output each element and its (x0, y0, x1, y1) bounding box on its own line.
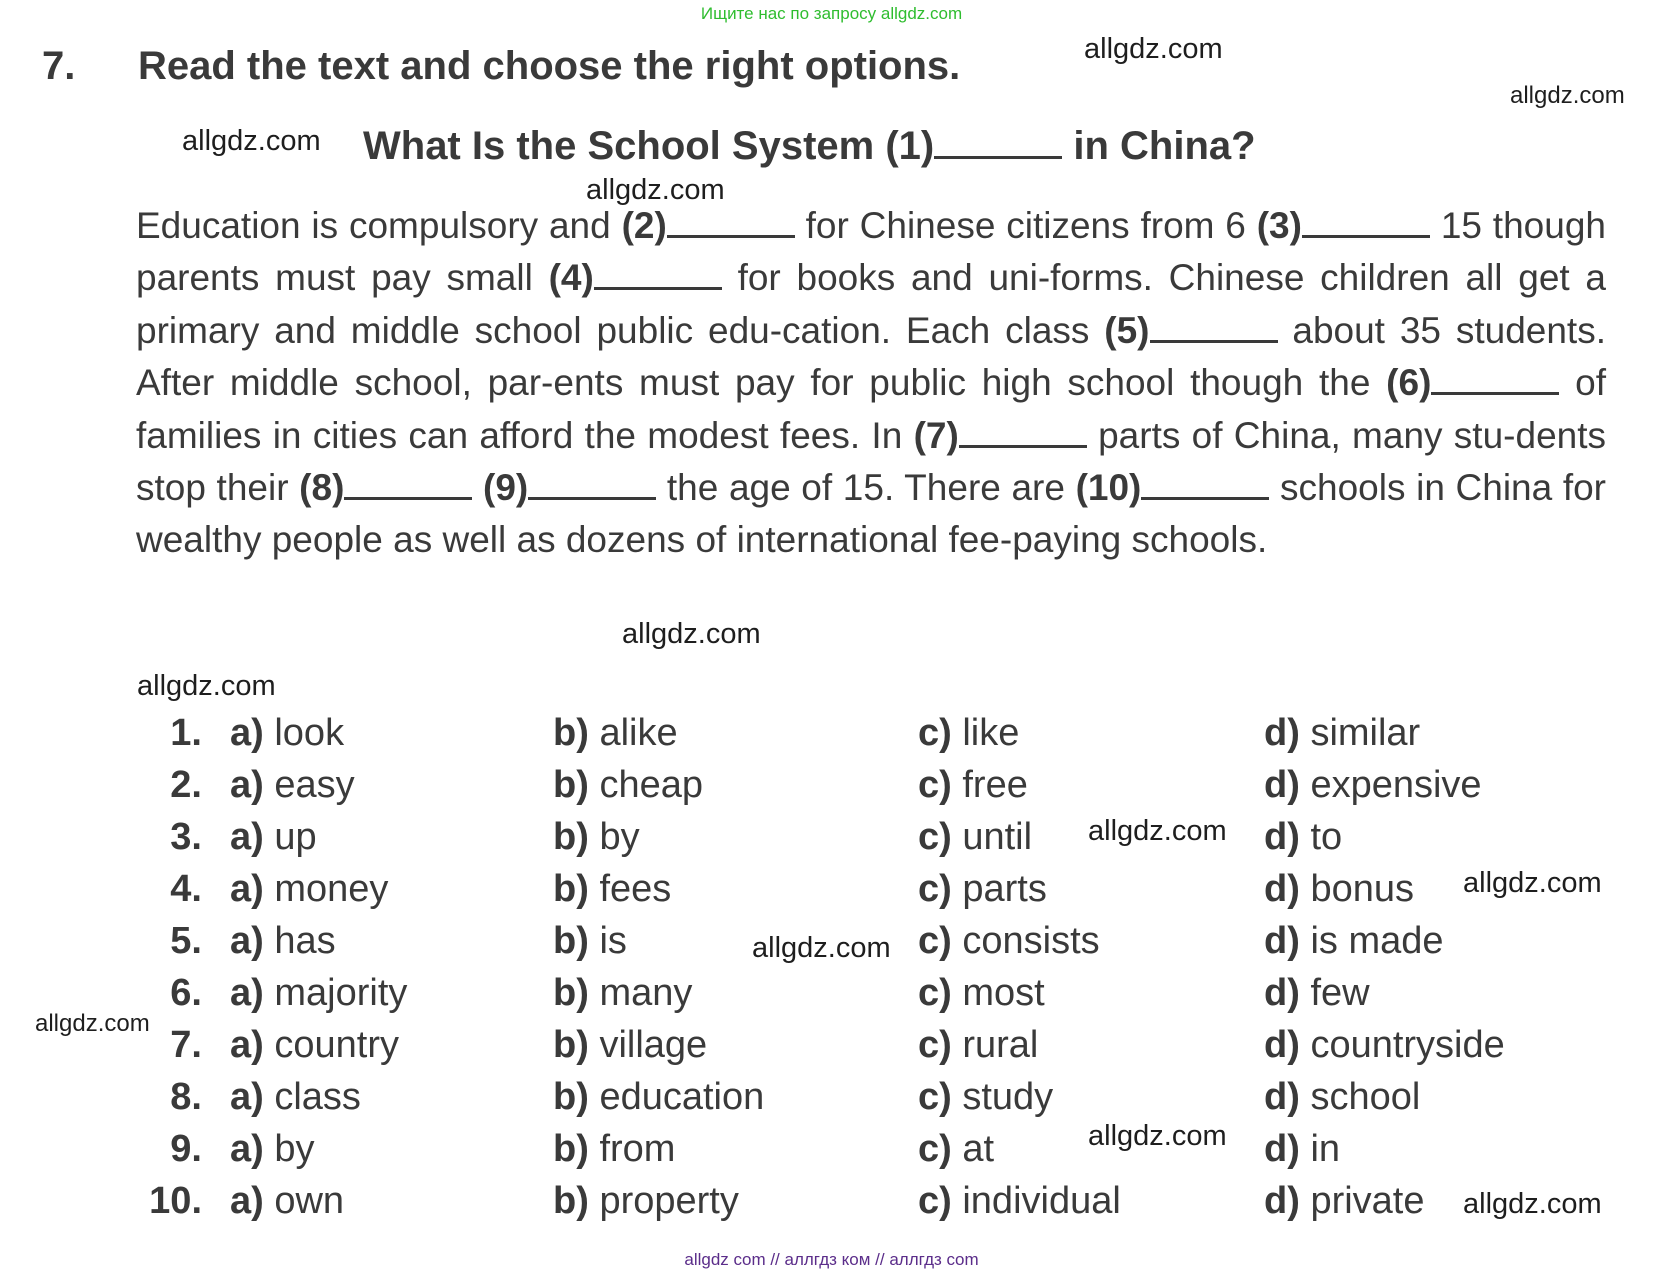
exercise-number: 1. (170, 712, 202, 754)
exercise-number: 10. (149, 1180, 202, 1222)
option-d: d) expensive (1264, 764, 1482, 806)
option-d: d) countryside (1264, 1024, 1505, 1066)
option-c: c) study (918, 1076, 1054, 1118)
option-a: a) by (230, 1128, 315, 1170)
blank-7 (959, 415, 1087, 448)
option-d: d) similar (1264, 712, 1421, 754)
task-number: 7. (42, 44, 76, 88)
option-c: c) parts (918, 868, 1047, 910)
exercise-row-9 (0, 1128, 1663, 1180)
option-a: a) class (230, 1076, 361, 1118)
option-d: d) private (1264, 1180, 1425, 1222)
option-b: b) is (553, 920, 627, 962)
exercise-number: 4. (170, 868, 202, 910)
option-c: c) until (918, 816, 1033, 858)
blank-6 (1431, 362, 1559, 395)
option-b: b) from (553, 1128, 676, 1170)
option-a: a) easy (230, 764, 355, 806)
watermark: allgdz.com (622, 618, 761, 650)
blank-number-10: (10) (1075, 467, 1142, 509)
blank-number-5: (5) (1104, 309, 1150, 351)
blank-3 (1302, 205, 1430, 238)
option-b: b) many (553, 972, 693, 1014)
exercise-number: 5. (170, 920, 202, 962)
blank-number-7: (7) (913, 414, 959, 456)
top-banner: Ищите нас по запросу allgdz.com (700, 4, 963, 23)
exercise-number: 3. (170, 816, 202, 858)
blank-number-4: (4) (548, 257, 594, 299)
option-a: a) up (230, 816, 317, 858)
exercise-row-10 (0, 1180, 1663, 1232)
option-c: c) rural (918, 1024, 1039, 1066)
passage-text-10: schools in China for wealthy people as well as dozens of international fee-paying schools. (136, 467, 1606, 561)
option-b: b) property (553, 1180, 739, 1222)
option-b: b) fees (553, 868, 672, 910)
blank-2 (667, 205, 795, 238)
footer-banner: allgdz com // аллгдз ком // аллгдз com (684, 1250, 979, 1269)
exercise-number: 6. (170, 972, 202, 1014)
option-b: b) village (553, 1024, 708, 1066)
option-c: c) at (918, 1128, 995, 1170)
watermark: allgdz.com (1084, 33, 1223, 65)
title-blank-number: (1) (885, 124, 935, 168)
exercise-row-4 (0, 868, 1663, 920)
option-d: d) school (1264, 1076, 1421, 1118)
option-d: d) few (1264, 972, 1370, 1014)
exercise-row-1 (0, 712, 1663, 764)
passage (136, 200, 1606, 567)
blank-4 (594, 257, 722, 290)
text-title (363, 124, 1256, 169)
option-a: a) country (230, 1024, 399, 1066)
exercise-number: 8. (170, 1076, 202, 1118)
option-b: b) education (553, 1076, 765, 1118)
exercise-row-3 (0, 816, 1663, 868)
option-a: a) look (230, 712, 345, 754)
exercise-number: 7. (170, 1024, 202, 1066)
blank-8 (344, 467, 472, 500)
option-c: c) consists (918, 920, 1100, 962)
blank-10 (1141, 467, 1269, 500)
option-d: d) is made (1264, 920, 1444, 962)
option-c: c) free (918, 764, 1028, 806)
watermark: allgdz.com (137, 670, 276, 702)
passage-text-1: Education is compulsory and (136, 205, 611, 246)
option-d: d) to (1264, 816, 1343, 858)
watermark: allgdz.com (1088, 815, 1227, 847)
passage-text-3: 15 though parents must pay small (136, 205, 1606, 299)
blank-9 (528, 467, 656, 500)
exercise-row-7 (0, 1024, 1663, 1076)
passage-text-9: the age of 15. There are (666, 467, 1065, 509)
option-a: a) has (230, 920, 336, 962)
option-b: b) by (553, 816, 640, 858)
exercise-row-8 (0, 1076, 1663, 1128)
passage-text-5: about 35 students. After middle school, par-ents must pay for public high school though the (136, 309, 1606, 404)
blank-number-6: (6) (1386, 362, 1432, 404)
title-blank (934, 126, 1062, 159)
option-c: c) individual (918, 1180, 1121, 1222)
option-b: b) alike (553, 712, 678, 754)
watermark: allgdz.com (752, 932, 891, 964)
exercise-number: 9. (170, 1128, 202, 1170)
watermark: allgdz.com (1510, 82, 1625, 109)
passage-text-2: for Chinese citizens from 6 (805, 205, 1246, 246)
watermark: allgdz.com (35, 1010, 150, 1037)
passage-text-6: of families in cities can afford the modest fees. In (136, 362, 1607, 456)
task-instruction: Read the text and choose the right options. (138, 44, 961, 88)
option-c: c) most (918, 972, 1045, 1014)
blank-number-9: (9) (483, 467, 529, 509)
passage-text-7: parts of China, many stu-dents stop their (136, 414, 1607, 509)
option-d: d) in (1264, 1128, 1341, 1170)
exercise-number: 2. (170, 764, 202, 806)
exercise-row-6 (0, 972, 1663, 1024)
watermark: allgdz.com (1463, 1188, 1602, 1220)
option-a: a) majority (230, 972, 408, 1014)
watermark: allgdz.com (1088, 1120, 1227, 1152)
option-d: d) bonus (1264, 868, 1414, 910)
passage-text-4: for books and uni-forms. Chinese children all get a primary and middle school public edu-cation. Each class (136, 257, 1606, 351)
watermark: allgdz.com (1463, 867, 1602, 899)
watermark: allgdz.com (182, 125, 321, 157)
blank-number-3: (3) (1256, 205, 1302, 246)
watermark: allgdz.com (586, 174, 725, 206)
blank-number-8: (8) (299, 467, 345, 509)
title-text-after: in China? (1073, 124, 1256, 168)
title-text-before: What Is the School System (363, 124, 875, 168)
blank-5 (1150, 310, 1278, 343)
option-c: c) like (918, 712, 1020, 754)
exercise-row-2 (0, 764, 1663, 816)
option-b: b) cheap (553, 764, 703, 806)
option-a: a) money (230, 868, 389, 910)
option-a: a) own (230, 1180, 345, 1222)
blank-number-2: (2) (621, 205, 667, 246)
